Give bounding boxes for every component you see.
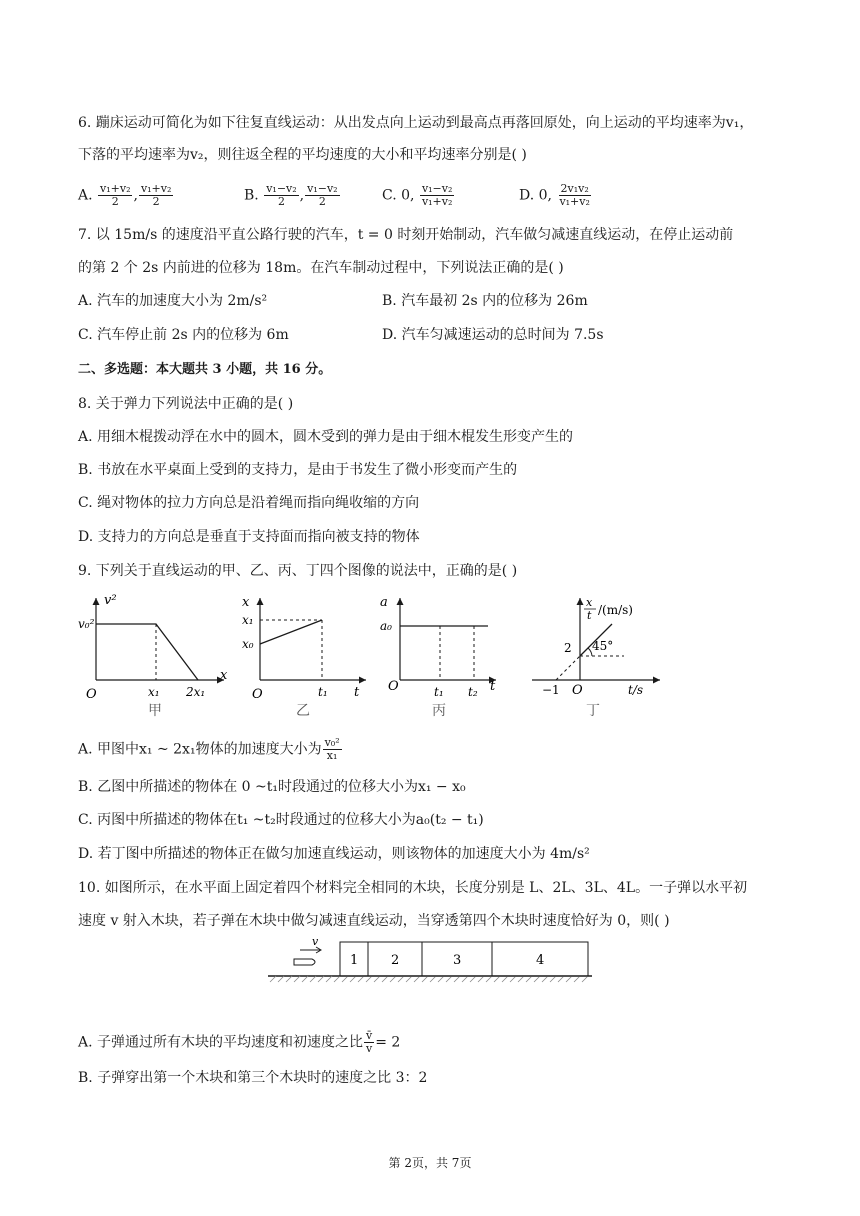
q9-option-a-text: A. 甲图中x₁ ~ 2x₁物体的加速度大小为 <box>78 741 322 758</box>
q6-option-b-fraction-2 <box>305 183 339 208</box>
fraction-numerator: v₁−v₂ <box>421 182 453 195</box>
x-axis-label: t/s <box>628 683 644 697</box>
graph-ding <box>520 590 670 720</box>
origin-label: O <box>252 687 263 702</box>
q7-option-a: A. 汽车的加速度大小为 2m/s² <box>78 293 268 309</box>
q6-option-a-fraction-1 <box>98 183 132 208</box>
extension-dashed <box>556 656 580 680</box>
q6-option-a-fraction-2 <box>139 183 173 208</box>
page-footer: 第 2页，共 7页 <box>388 1156 472 1170</box>
q6-option-a-label: A. <box>78 187 93 204</box>
x-axis-label: t <box>354 685 360 700</box>
origin-label: O <box>572 683 583 698</box>
t1-tick-label: t₁ <box>318 685 328 699</box>
fraction-denominator: 2 <box>152 195 160 208</box>
q9-stem: 9. 下列关于直线运动的甲、乙、丙、丁四个图像的说法中，正确的是( ) <box>78 563 518 579</box>
q9-option-a <box>78 737 343 762</box>
fraction-numerator: 2v₁v₂ <box>560 182 589 195</box>
q7-option-d: D. 汽车匀减速运动的总时间为 7.5s <box>382 327 604 343</box>
fraction-numerator: v̄ <box>366 1029 373 1042</box>
y-label-denominator: t <box>587 609 592 622</box>
y0-label: v₀² <box>78 617 95 631</box>
neg-one-label: −1 <box>542 683 560 697</box>
q10-option-b: B. 子弹穿出第一个木块和第三个木块时的速度之比 3：2 <box>78 1070 428 1086</box>
q10-stem-line1: 10. 如图所示，在水平面上固定着四个材料完全相同的木块，长度分别是 L、2L、3L、4L。一子弹以水平初 <box>78 880 748 896</box>
q6-option-a <box>78 183 174 208</box>
fraction-numerator: v₁+v₂ <box>140 182 172 195</box>
x2-tick-label: 2x₁ <box>186 685 206 699</box>
q6-option-c-fraction <box>420 183 454 208</box>
x1-tick-label: x₁ <box>148 685 160 699</box>
graph-caption: 丙 <box>432 703 446 719</box>
velocity-label: v <box>312 935 319 948</box>
fraction-denominator: v₁+v₂ <box>421 195 453 208</box>
graph-caption: 甲 <box>148 703 162 719</box>
intercept-label: 2 <box>564 641 572 655</box>
block-4-label: 4 <box>536 953 545 968</box>
fraction-numerator: v₁+v₂ <box>100 182 131 195</box>
graph-caption: 乙 <box>296 703 310 719</box>
block-1-label: 1 <box>350 953 359 968</box>
t1-tick-label: t₁ <box>434 685 444 699</box>
q10-option-a <box>78 1030 400 1055</box>
q10-option-a-tail: = 2 <box>375 1034 401 1051</box>
q7-option-c: C. 汽车停止前 2s 内的位移为 6m <box>78 327 289 343</box>
a0-label: a₀ <box>380 619 392 633</box>
q7-option-b: B. 汽车最初 2s 内的位移为 26m <box>382 293 588 309</box>
fraction-numerator: v₁−v₂ <box>266 182 297 195</box>
q6-stem-line1: 6. 蹦床运动可简化为如下往复直线运动：从出发点向上运动到最高点再落回原处，向上运动的平均速率为v₁， <box>78 115 754 131</box>
q6-option-c-label: C. 0, <box>382 187 415 204</box>
q8-option-d: D. 支持力的方向总是垂直于支持面而指向被支持的物体 <box>78 529 420 545</box>
q6-option-d-fraction <box>557 183 591 208</box>
x0-label: x₀ <box>242 637 254 651</box>
block-2-label: 2 <box>391 953 400 968</box>
graph-line <box>260 620 322 644</box>
fraction-denominator: x₁ <box>326 749 338 762</box>
q9-option-b: B. 乙图中所描述的物体在 0 ~t₁时段通过的位移大小为x₁ − x₀ <box>78 779 466 795</box>
q8-option-b: B. 书放在水平桌面上受到的支持力，是由于书发生了微小形变而产生的 <box>78 462 518 478</box>
y-label-unit: /(m/s) <box>598 603 633 617</box>
fraction-denominator: v₁+v₂ <box>559 195 590 208</box>
origin-label: O <box>86 687 97 702</box>
q8-option-a: A. 用细木棍拨动浮在水中的圆木，圆木受到的弹力是由于细木棍发生形变产生的 <box>78 429 574 445</box>
block-3-label: 3 <box>453 953 462 968</box>
q9-option-a-fraction <box>323 737 342 762</box>
q9-option-d: D. 若丁图中所描述的物体正在做匀加速直线运动，则该物体的加速度大小为 4m/s² <box>78 846 590 862</box>
q6-option-d-label: D. 0, <box>519 187 552 204</box>
graph-line <box>96 624 198 680</box>
y-axis-label: v² <box>104 593 117 608</box>
q6-option-b <box>244 183 341 208</box>
separator: , <box>299 187 305 204</box>
q6-option-b-label: B. <box>244 187 259 204</box>
q7-stem-line2: 的第 2 个 2s 内前进的位移为 18m。在汽车制动过程中，下列说法正确的是( ) <box>78 260 564 276</box>
y-axis-label: x <box>242 595 250 610</box>
x1-label: x₁ <box>242 613 254 627</box>
fraction-numerator: v₀² <box>324 736 340 749</box>
fraction-denominator: 2 <box>318 195 326 208</box>
graph-yi <box>238 590 378 720</box>
q6-stem-line2: 下落的平均速率为v₂，则往返全程的平均速度的大小和平均速率分别是( ) <box>78 147 527 163</box>
q9-option-c: C. 丙图中所描述的物体在t₁ ~t₂时段通过的位移大小为a₀(t₂ − t₁) <box>78 812 484 828</box>
q8-stem: 8. 关于弹力下列说法中正确的是( ) <box>78 396 294 412</box>
fraction-denominator: 2 <box>111 195 119 208</box>
x-axis-label: t <box>490 679 496 694</box>
bullet-icon <box>294 959 315 965</box>
q10-figure <box>266 934 596 990</box>
q6-option-c <box>382 183 455 208</box>
fraction-denominator: v <box>366 1042 373 1055</box>
q10-stem-line2: 速度 v 射入木块，若子弹在木块中做匀减速直线运动，当穿透第四个木块时速度恰好为 0，则( ) <box>78 913 670 929</box>
x-axis-label: x <box>220 668 228 683</box>
graph-jia <box>74 590 234 720</box>
separator: , <box>133 187 138 204</box>
section-heading: 二、多选题：本大题共 3 小题，共 16 分。 <box>78 362 332 377</box>
fraction-numerator: v₁−v₂ <box>307 182 338 195</box>
ground-hatching <box>270 976 588 982</box>
t2-tick-label: t₂ <box>468 685 478 699</box>
q6-option-d <box>519 183 593 208</box>
q10-option-a-text: A. 子弹通过所有木块的平均速度和初速度之比 <box>78 1034 364 1051</box>
q6-option-b-fraction-1 <box>264 183 298 208</box>
y-axis-label: a <box>380 595 388 610</box>
y-label-numerator: x <box>586 596 593 609</box>
graph-bing <box>376 590 506 720</box>
q10-option-a-fraction <box>364 1030 374 1055</box>
fraction-denominator: 2 <box>277 195 285 208</box>
q8-option-c: C. 绳对物体的拉力方向总是沿着绳而指向绳收缩的方向 <box>78 495 420 511</box>
graph-caption: 丁 <box>586 703 600 719</box>
origin-label: O <box>388 679 399 694</box>
angle-label: 45° <box>592 639 614 653</box>
q7-stem-line1: 7. 以 15m/s 的速度沿平直公路行驶的汽车，t = 0 时刻开始制动，汽车做匀减速直线运动，在停止运动前 <box>78 227 734 243</box>
